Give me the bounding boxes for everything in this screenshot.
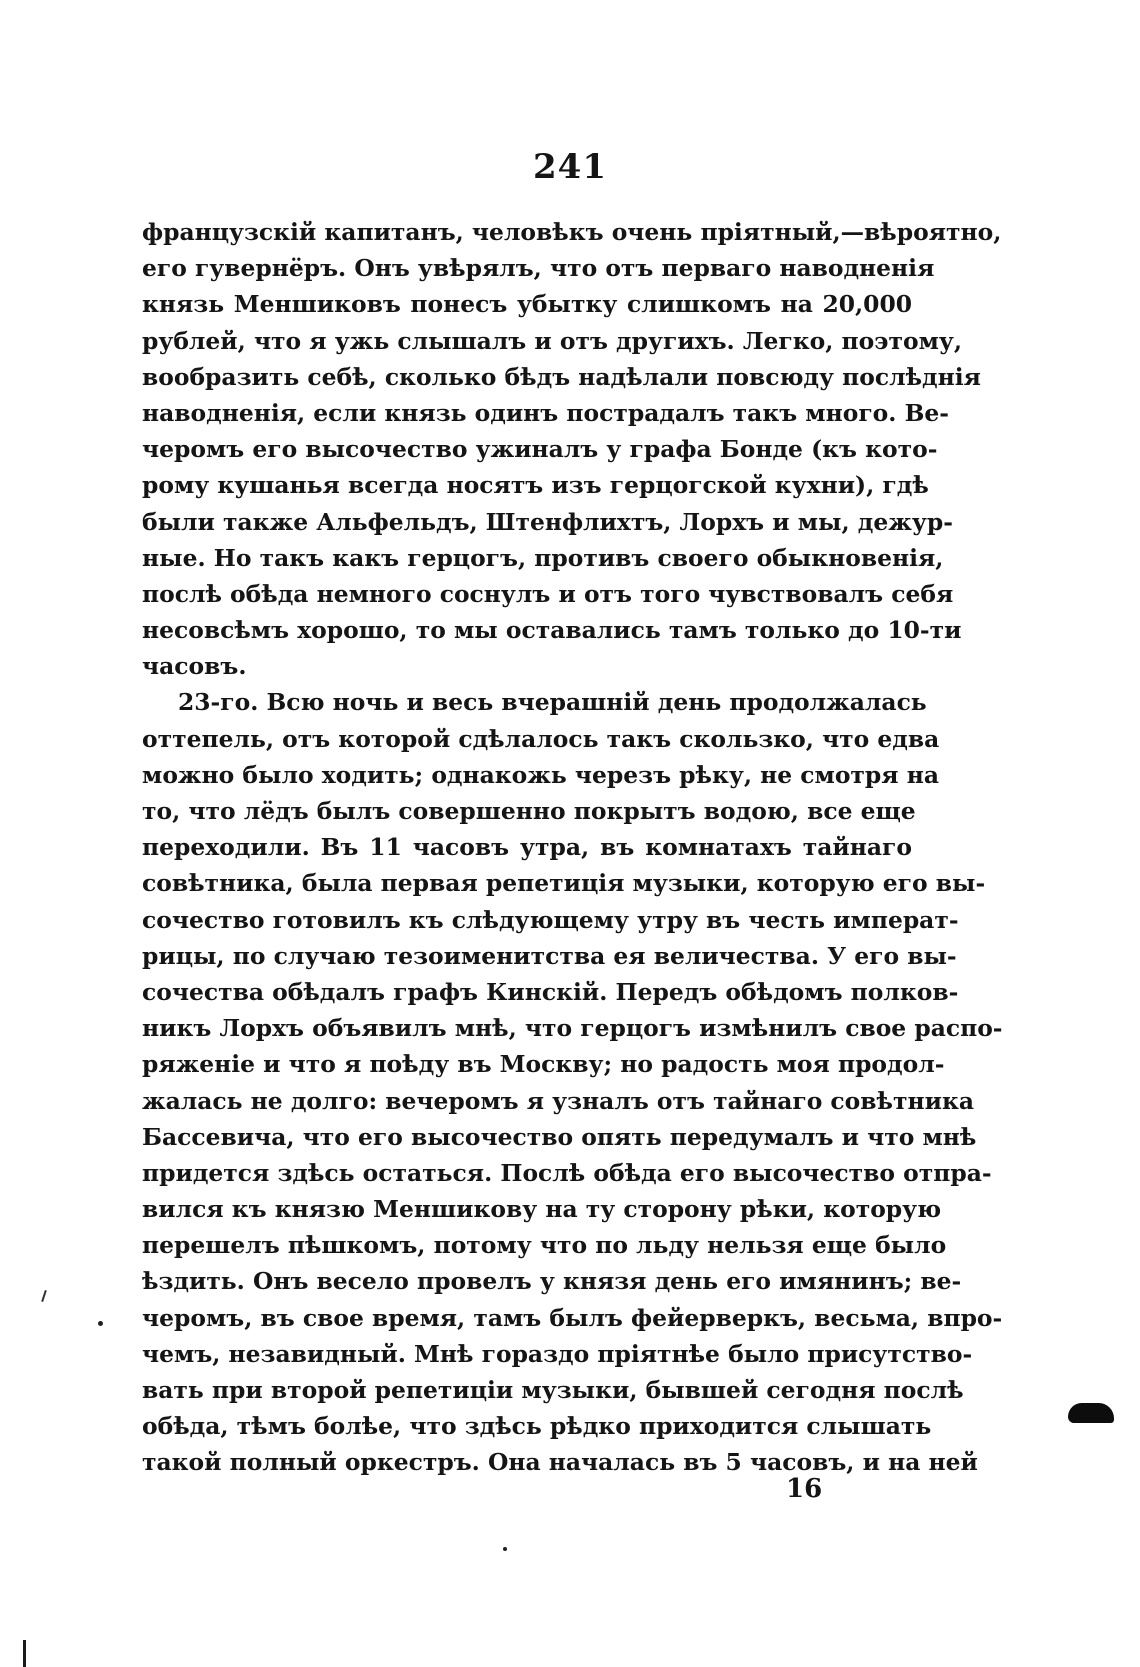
scan-blot [1068, 1403, 1114, 1423]
text-line: можно было ходить; однакожь черезъ рѣку, не смотря на [142, 760, 939, 789]
text-line: обѣда, тѣмъ болѣе, что здѣсь рѣдко приходится слышать [142, 1412, 932, 1441]
paragraph-start-line: 23-го. Всю ночь и весь вчерашній день продолжалась [178, 688, 927, 717]
text-line: вился къ князю Меншикову на ту сторону рѣки, которую [142, 1195, 942, 1224]
text-line: перешелъ пѣшкомъ, потому что по льду нельзя еще было [142, 1231, 947, 1260]
text-line: рицы, по случаю тезоименитства ея величества. У его вы- [142, 941, 957, 970]
paragraph-end-line: часовъ. [142, 652, 247, 681]
text-line: такой полный оркестръ. Она началась въ 5 часовъ, и на ней [142, 1448, 978, 1477]
scan-edge-mark [23, 1640, 26, 1667]
text-line: черомъ его высочество ужиналъ у графа Бонде (къ кото- [142, 435, 938, 464]
text-line: ные. Но такъ какъ герцогъ, противъ своего обыкновенія, [142, 543, 944, 572]
text-line: были также Альфельдъ, Штенфлихтъ, Лорхъ и мы, дежур- [142, 507, 953, 536]
body-text [142, 214, 1003, 1481]
scan-speck [98, 1321, 103, 1326]
text-line: черомъ, въ свое время, тамъ былъ фейерверкъ, весьма, впро- [142, 1303, 1003, 1332]
text-line: сочество готовилъ къ слѣдующему утру въ честь императ- [142, 905, 959, 934]
text-line: рому кушанья всегда носятъ изъ герцогской кухни), гдѣ [142, 471, 929, 500]
text-line: несовсѣмъ хорошо, то мы оставались тамъ только до 10-ти [142, 616, 962, 645]
signature-mark: 16 [786, 1474, 823, 1504]
text-line: чемъ, незавидный. Мнѣ гораздо пріятнѣе было присутство- [142, 1339, 973, 1368]
text-line: то, что лёдъ былъ совершенно покрытъ водою, все еще [142, 797, 916, 825]
text-line: Бассевича, что его высочество опять передумалъ и что мнѣ [142, 1122, 977, 1151]
text-line: князь Меншиковъ понесъ убытку слишкомъ на 20,000 [142, 290, 912, 319]
text-line: послѣ обѣда немного соснулъ и отъ того чувствовалъ себя [142, 579, 954, 608]
scan-speck [41, 1290, 47, 1302]
text-line: совѣтника, была первая репетиція музыки, которую его вы- [142, 869, 986, 898]
text-line: рублей, что я ужь слышалъ и отъ другихъ. Легко, поэтому, [142, 326, 963, 355]
text-line: никъ Лорхъ объявилъ мнѣ, что герцогъ измѣнилъ свое распо- [142, 1014, 1003, 1043]
text-line: ряженіе и что я поѣду въ Москву; но радость моя продол- [142, 1050, 945, 1079]
text-line: сочества обѣдалъ графъ Кинскій. Передъ обѣдомъ полков- [142, 977, 959, 1006]
text-line: оттепель, отъ которой сдѣлалось такъ скользко, что едва [142, 724, 940, 753]
text-line: жалась не долго: вечеромъ я узналъ отъ тайнаго совѣтника [142, 1086, 974, 1115]
text-line: вать при второй репетиціи музыки, бывшей сегодня послѣ [142, 1376, 964, 1404]
text-line: переходили. Въ 11 часовъ утра, въ комнатахъ тайнаго [142, 833, 912, 862]
text-line: придется здѣсь остаться. Послѣ обѣда его высочество отпра- [142, 1158, 992, 1187]
page-number: 241 [533, 147, 607, 187]
text-line: его гувернёръ. Онъ увѣрялъ, что отъ перваго наводненія [142, 254, 935, 283]
text-line: наводненія, если князь одинъ пострадалъ такъ много. Ве- [142, 398, 949, 427]
text-line: вообразить себѣ, сколько бѣдъ надѣлали повсюду послѣднія [142, 362, 981, 391]
text-line: ѣздить. Онъ весело провелъ у князя день его имянинъ; ве- [142, 1267, 962, 1296]
scan-speck [503, 1547, 507, 1551]
text-line: французскій капитанъ, человѣкъ очень пріятный,—вѣроятно, [142, 218, 1002, 246]
